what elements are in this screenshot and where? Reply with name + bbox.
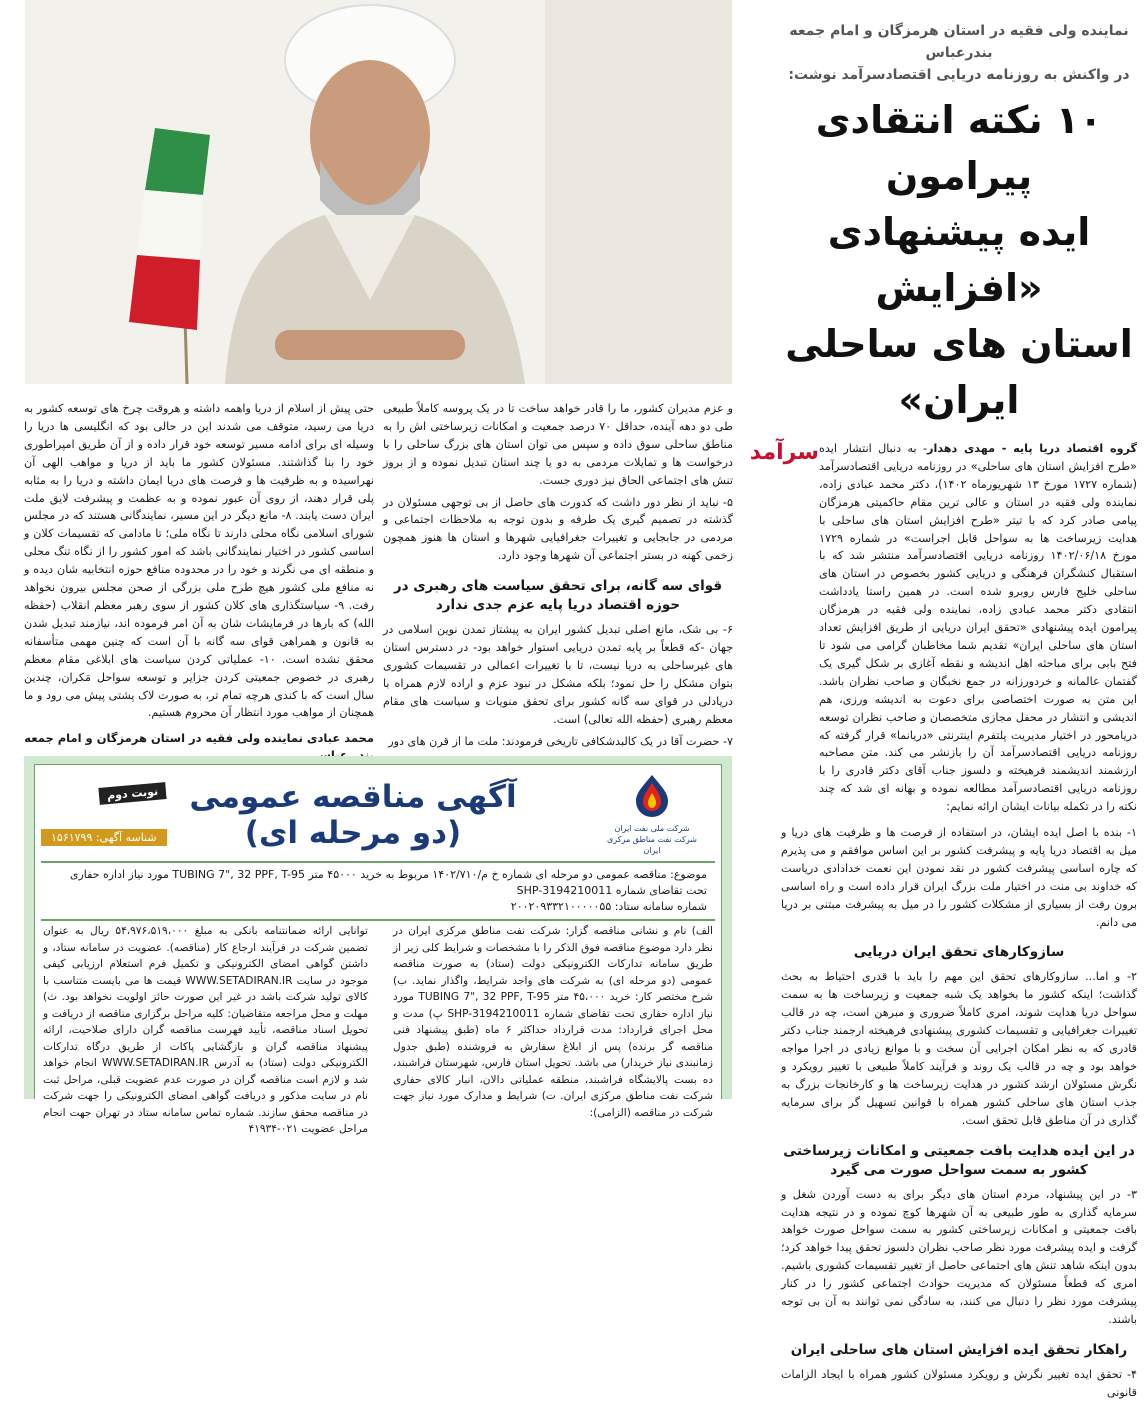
notice-id: شناسه آگهی: ۱۵۶۱۷۹۹ xyxy=(41,829,167,846)
byline: گروه اقتصاد دریا پایه - مهدی دهدار xyxy=(927,442,1137,455)
article-middle-column xyxy=(383,400,734,748)
tender-right-column: الف) نام و نشانی مناقصه گزار: شرکت نفت مناطق مرکزی ایران در نظر دارد موضوع مناقصه فوق الذکر را با مشخصات و شرایط کلی زیر از طریق سامانه تدارکات الکترونیکی دولت (ستاد) به صورت مناقصه عمومی (دو مرحله ای) به شرکت های واجد شرایط، واگذار نماید. ب) شرح مختصر کار: خرید ۴۵،۰۰۰ متر TUBING 7", 32 PPF, T-95 مورد نیاز اداره حفاری تحت تقاضای شماره SHP-3194210011 پ) مدت و محل اجرای قرارداد: مدت قرارداد حداکثر ۶ ماه (طبق پیشنهاد فنی مناقصه گر برنده) پس از ابلاغ سفارش به فروشنده (طبق جدول زمانبندی نیاز خریدار) می باشد. تحویل استان فارس، شهرستان فراشبند، ده بست پالایشگاه فراشبند، منطقه عملیاتی دالان، انبار کالای حفاری شرکت نفت مناطق مرکزی ایران. ت) شرایط و مدارک مورد نیاز جهت شرکت در مناقصه (الزامی): xyxy=(393,925,713,1119)
article-left-column xyxy=(24,400,374,745)
logo-line-2: شرکت نفت مناطق مرکزی ایران xyxy=(607,835,697,855)
headline xyxy=(781,92,1137,428)
tender-desc-line-2: تحت تقاضای شماره SHP-3194210011 xyxy=(516,884,707,897)
subheading-3: راهکار تحقق ایده افزایش استان های ساحلی ایران xyxy=(790,1341,1128,1358)
mid-paragraph-4: ۷- حضرت آقا در یک کالبدشکافی تاریخی فرمودند: ملت ما از قرن های دور xyxy=(388,734,733,748)
mid-subheading: قوای سه گانه، برای تحقق سیاست های رهبری در حوزه اقتصاد دریا پایه عزم جدی ندارد xyxy=(393,578,723,614)
headline-line-2: ایده پیشنهادی «افزایش xyxy=(827,210,1091,310)
round-badge: نوبت دوم xyxy=(98,782,166,805)
mid-paragraph-2: ۵- نباید از نظر دور داشت که کدورت های حاصل از بی توجهی مسئولان در گذشته در تصمیم گیری یک طرفه و بدون توجه به ملاحظات اجتماعی و مردمی در جابجایی و تغییرات جغرافیایی شهرها و استان ها هنوز همچون زخمی کهنه در بستر اجتماعی آن شهرها وجود دارد. xyxy=(383,495,733,563)
tender-title: آگهی مناقصه عمومی (دو مرحله ای) xyxy=(189,779,517,851)
point-3: ۳- در این پیشنهاد، مردم استان های دیگر برای به دست آوردن شغل و سرمایه گذاری به طور طبیعی به آن شهرها کوچ نموده و در نتیجه هدایت بافت جمعیتی و امکانات زیرساختی کشور به سمت سواحل صورت خواهد گرفت و ایده پیشرفت مورد نظر صاحب نظران دلسوز تحقق پیدا خواهد کرد؛ بدون اینکه شاهد تنش های اجتماعی حاصل از تغییر تقسیمات کشوری باشیم. امری که قطعاً مسئولان که مدیریت حوادث اجتماعی کشور را در کنار پیشرفت مورد نظر را دنبال می کنند، به سادگی نمی توانند به آن بی توجه باشند. xyxy=(781,1187,1137,1326)
mid-paragraph-3: ۶- بی شک، مانع اصلی تبدیل کشور ایران به پیشتاز تمدن نوین اسلامی در جهان -که قطعاً بر پایه تمدن دریایی استوار خواهد بود- در دسترس استان های غیرساحلی به دریا نیست، تا با تغییرات اعمالی در تقسیمات کشوری بتوان مشکل را حل نمود؛ بلکه مشکل در نبود عزم و اراده لازم همراه با دریادلی در قوای سه گانه کشور برای تحقق منویات و سیاست های مقام معظم رهبری (حفظه الله تعالی) است. xyxy=(383,623,733,726)
kicker-line-2: در واکنش به روزنامه دریایی اقتصادسرآمد نوشت: xyxy=(788,67,1130,83)
point-2: ۲- و اما... سازوکارهای تحقق این مهم را باید با قدری احتیاط به بحث گذاشت؛ اینکه کشور ما بخواهد یک شبه جمعیت و زیرساخت ها به سمت سواحل دریا هدایت شوند، امری کاملاً ضروری و مبرهن است، چه در قالب تغییرات جغرافیایی و تقسیمات کشوری پیشنهادی فرهیخته ارجمند جناب دکتر قادری که به نظر امکان اجرایی آن سخت و با موانع زیادی در اجرا مواجه خواهد بود و چه در قالب یک روند و فرآیند کاملاً طبیعی با تغییر رویکرد و نگرش مسئولان ارشد کشور در هدایت زیرساخت ها و کارخانجات بزرگ به جذب استان های ساحلی کشور همراه با قوانین تسهیل گر برای سرمایه گذاری در آن مناطق قابل تحقق است. xyxy=(781,970,1137,1127)
mid-paragraph-1: و عزم مدیران کشور، ما را قادر خواهد ساخت تا در یک پروسه کاملاً طبیعی طی دو دهه آینده، حداقل ۷۰ درصد جمعیت و امکانات زیرساختی اش را به مناطق ساحلی سوق داده و سپس می توان استان های بزرگ ساحلی را با درخواست ها و تمایلات مردمی به دو یا چند استان تبدیل نموده و از بروز تنش های اجتماعی الحاق نیز دوری جست. xyxy=(383,402,734,487)
tender-desc-line-3: شماره سامانه ستاد: ۲۰۰۲۰۹۳۳۲۱۰۰۰۰۰۵۵ xyxy=(510,900,707,913)
headline-line-1: ۱۰ نکته انتقادی پیرامون xyxy=(815,98,1103,198)
logo-line-1: شرکت ملی نفت ایران xyxy=(614,824,690,833)
tender-desc-line-1: موضوع: مناقصه عمومی دو مرحله ای شماره خ م/۱۴۰۲/۷۱۰ مربوط به خرید ۴۵۰۰۰ متر TUBING 7", 32 PPF, T-95 مورد نیاز اداره حفاری xyxy=(69,868,707,881)
nioc-logo xyxy=(607,773,697,856)
article-photo xyxy=(25,0,732,384)
headline-line-3: استان های ساحلی ایران» xyxy=(785,322,1133,422)
oil-company-logo-icon xyxy=(624,773,680,819)
tender-left-column: توانایی ارائه ضمانتنامه بانکی به مبلغ ۵۴،۹۷۶،۵۱۹،۰۰۰ ریال به عنوان تضمین شرکت در فرآیند ارجاع کار (مناقصه). عضویت در سامانه ستاد، و داشتن گواهی امضای الکترونیکی و تکمیل فرم استعلام ارزیابی کیفی موجود در سایت WWW.SETADIRAN.IR قیمت ها می بایست متناسب با کالای تولید شرکت باشد در غیر این صورت حائز اولویت نخواهد بود. ث) مهلت و محل مراجعه متقاضیان: کلیه مراحل برگزاری مناقصه از دریافت و تحویل اسناد مناقصه، تأیید فهرست مناقصه گران دارای صلاحیت، ارائه پیشنهاد مناقصه گران و بازگشایی پاکات از طریق درگاه تدارکات الکترونیکی دولت (ستاد) به آدرس WWW.SETADIRAN.IR انجام خواهد شد و لازم است مناقصه گران در صورت عدم عضویت قبلی، مراحل ثبت نام در سایت مذکور و دریافت گواهی امضای الکترونیکی را جهت شرکت در مناقصه محقق سازند. شماره تماس سامانه ستاد در تهران جهت انجام مراحل عضویت ۰۲۱-۴۱۹۳۴ xyxy=(43,925,369,1135)
lead-paragraph xyxy=(749,440,1138,816)
newspaper-logo-mark: سرآمد xyxy=(749,440,819,465)
tender-advertisement-inner xyxy=(34,764,722,1135)
tender-advertisement xyxy=(24,756,732,1135)
subheading-2: در این ایده هدایت بافت جمعیتی و امکانات زیرساختی کشور به سمت سواحل صورت می گیرد xyxy=(783,1142,1135,1178)
point-4: ۴- تحقق ایده تغییر نگرش و رویکرد مسئولان کشور همراه با ایجاد الزامات قانونی xyxy=(781,1367,1137,1399)
cleric-portrait-illustration xyxy=(25,0,732,384)
subheading-1: سازوکارهای تحقق ایران دریایی xyxy=(853,944,1065,961)
signature-line-1: محمد عبادی نماینده ولی فقیه در استان هرمزگان و امام جمعه xyxy=(24,731,374,746)
kicker-line-1: نماینده ولی فقیه در استان هرمزگان و امام جمعه بندرعباس xyxy=(789,23,1129,61)
point-1: ۱- بنده با اصل ایده ایشان، در استفاده از فرصت ها و ظرفیت های دریا و میل به اقتصاد دریا پایه و پیشرفت کشور بر این اساس موافقم و می پذیرم که چاره اساسی پیشرفت کشور در نقد نمودن این نعمت خدادادی دریاست که خداوند بی منت در اختیار ملت بزرگ ایران قرار داده است و راه اساسی برون رفت از بسیاری از مشکلات کشور را در میل به پیشرفت مبتنی بر دریا می دانم. xyxy=(781,826,1137,929)
tender-description xyxy=(41,861,715,921)
lead-text: - به دنبال انتشار ایده «طرح افزایش استان های ساحلی» در روزنامه دریایی اقتصادسرآمد (شماره ۱۷۲۷ مورخ ۱۳ شهریورماه ۱۴۰۲)، دکتر محمد عبادی زاده، نماینده ولی فقیه در استان و عالی ترین مقام حاکمیتی هرمزگان پیامی صادر کرد که با تیتر «طرح افزایش استان های ساحلی با هدایت زیرساخت ها به سواحل قابل اجراست» در شماره ۱۷۲۹ مورخ ۱۴۰۲/۰۶/۱۸ روزنامه دریایی اقتصادسرآمد منتشر شد که با استقبال کنشگران فرهنگی و دریایی کشور بخصوص در استان های ساحلی خلیج فارس روبرو شده است. در همین راستا یادداشت انتقادی دکتر محمد عبادی زاده، نماینده ولی فقیه در هرمزگان پیرامون ایده پیشنهادی «تحقق ایران دریایی از طریق افزایش تعداد استان های ساحلی ایران» تقدیم شما مخاطبان گرامی می شود تا فتح بابی برای مباحثه اهل اندیشه و نقطه آغازی بر شکل گیری یک گفتمان عالمانه و خردورزانه در جمع نخبگان و صاحب نظران باشد. این متن به صورت اختصاصی برای دعوت به اندیشه ورزی، هم اندیشی و انتشار در محفل مجازی متخصصان و صاحب نظران توسعه دریامحور در اختیار مدیریت پلتفرم اینترنتی «دریانما» قرار گرفته که روزنامه دریایی اقتصادسرآمد آن را بازنشر می کند. متن مصاحبه ارزشمند اندیشمند فرهیخته و دلسوز جناب آقای دکتر قادری را با روزنامه دریایی اقتصادسرآمد مطالعه نموده و بهانه ای شد که چند نکته را در تکمله بیانات ایشان ارائه نمایم: xyxy=(819,442,1138,814)
left-paragraph: حتی پیش از اسلام از دریا واهمه داشته و هروقت چرخ های توسعه کشور به دریا می رسید، متوقف می شدند این در حالی بود که انگلیسی ها دریا را وسیله ای برای ادامه مسیر توسعه خود قرار داده و از آن طریق امپراطوری خود را بنا گذاشتند. مسئولان کشور ما باید از دریا و مواهب الهی آن نهراسیده و به ظرفیت ها و فرصت های دریا ایمان داشته و دریا را به مثابه پلی قرار دهند، از روی آن عبور نموده و به عظمت و پیشرفت لایق ملت ایران دست یابند. ۸- مانع دیگر در این مسیر، نمایندگانی هستند که در مجلس شورای اسلامی نگاه محلی دارند تا نگاه ملی؛ تا مادامی که تقسیمات کلان و اساسی کشور در اختیار نمایندگانی باشد که امور کشور را از نگاه تنگ محلی و منطقه ای می نگرند و خود را در محدوده منافع حوزه انتخابیه شان دیده و نه منافع ملی کشور هیچ طرح ملی بزرگی از صحن مجلس بیرون نخواهد رفت. ۹- سیاستگذاری های کلان کشور از سوی رهبر معظم انقلاب (حفظه الله) که بارها در فرمایشات شان به آن امر فرموده اند، نیازمند تبدیل شدن به قانون و همراهی قوای سه گانه با آن است که چنین مهمی متأسفانه محقق نشده است. ۱۰- عملیاتی کردن سیاست های ابلاغی مقام معظم رهبری در خصوص جمعیتی کردن جزایر و توسعه سواحل مَکران، چندین سال است که با کندی هرچه تمام تر، به صورت لاک پشتی پیش می رود و ما همچنان از مواهب مورد انتظار آن محروم هستیم. xyxy=(24,402,374,720)
article-right-column xyxy=(749,20,1138,1399)
